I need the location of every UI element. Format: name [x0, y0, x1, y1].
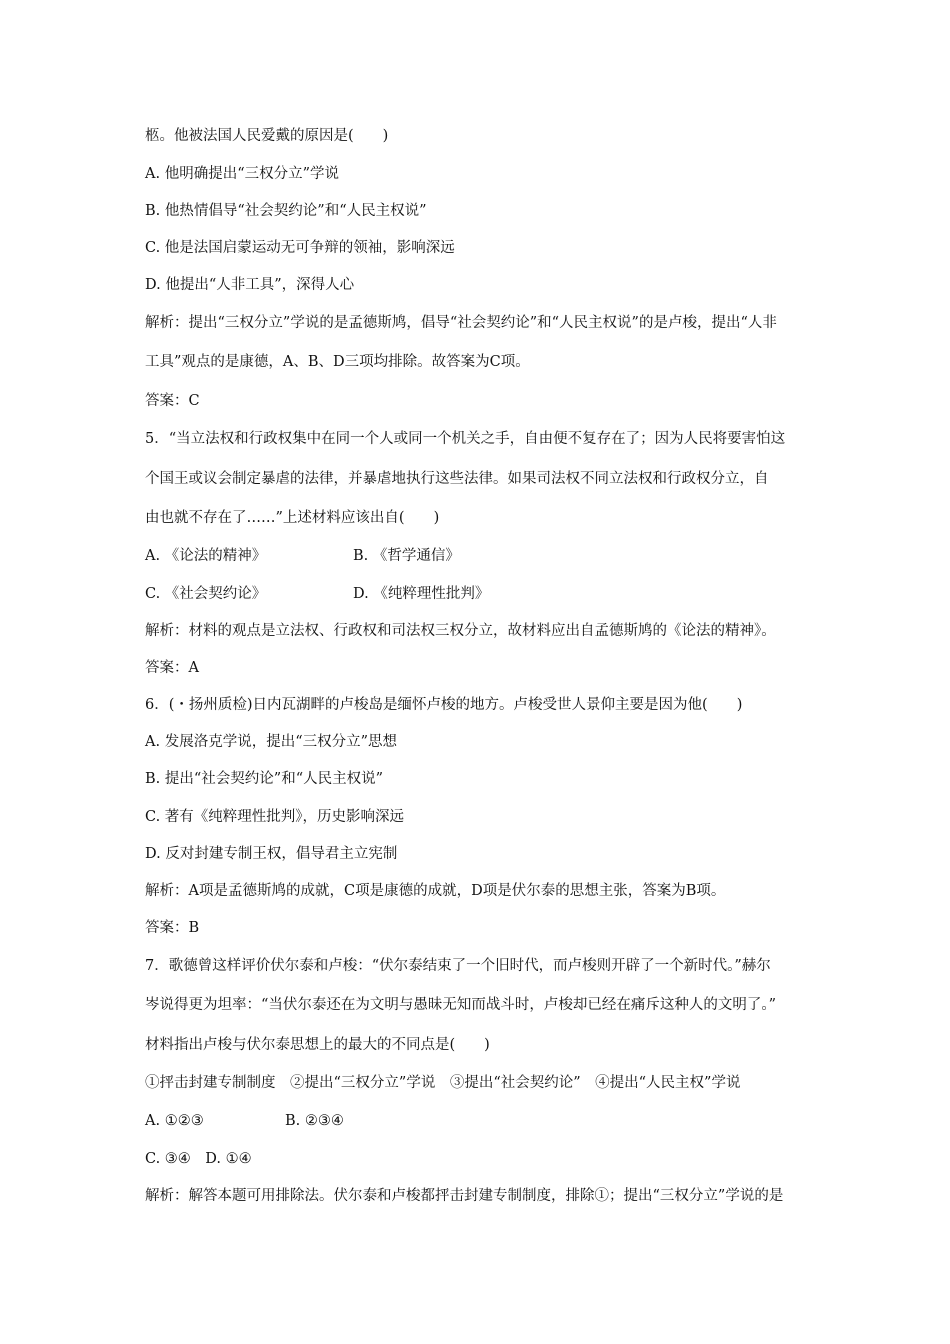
- q5-answer: 答案：A: [145, 660, 199, 676]
- q5-stem-line-3: 由也就不存在了……”上述材料应该出自( ): [145, 510, 440, 526]
- q5-stem-line-1: 5．“当立法权和行政权集中在同一个人或同一个机关之手，自由便不复存在了；因为人民将要害怕这: [145, 431, 786, 447]
- q4-analysis-line-2: 工具”观点的是康德，A、B、D三项均排除。故答案为C项。: [145, 354, 530, 370]
- q4-option-c: C. 他是法国启蒙运动无可争辩的领袖，影响深远: [145, 240, 455, 256]
- q4-option-b: B. 他热情倡导“社会契约论”和“人民主权说”: [145, 203, 427, 219]
- q6-analysis: 解析：A项是孟德斯鸠的成就，C项是康德的成就，D项是伏尔泰的思想主张，答案为B项。: [145, 883, 726, 899]
- q7-option-a: A. ①②③: [145, 1113, 204, 1129]
- q6-answer: 答案：B: [145, 920, 200, 936]
- q5-stem-line-2: 个国王或议会制定暴虐的法律，并暴虐地执行这些法律。如果司法权不同立法权和行政权分立，自: [145, 471, 769, 487]
- q4-stem-end: 柩。他被法国人民爱戴的原因是( ): [145, 128, 389, 144]
- q5-options-row-1: [145, 546, 460, 566]
- q6-option-b: B. 提出“社会契约论”和“人民主权说”: [145, 771, 384, 787]
- q7-option-b: B. ②③④: [285, 1113, 344, 1129]
- q4-option-d: D. 他提出“人非工具”，深得人心: [145, 277, 355, 293]
- q5-analysis: 解析：材料的观点是立法权、行政权和司法权三权分立，故材料应出自孟德斯鸠的《论法的精神》。: [145, 623, 776, 639]
- q7-options-row-2: C. ③④ D. ①④: [145, 1151, 252, 1167]
- q5-option-b: B. 《哲学通信》: [353, 548, 460, 564]
- q5-option-a: A. 《论法的精神》: [145, 548, 267, 564]
- q7-stem-line-2: 岑说得更为坦率：“当伏尔泰还在为文明与愚昧无知而战斗时，卢梭却已经在痛斥这种人的文明了。”: [145, 997, 777, 1013]
- q4-answer: 答案：C: [145, 393, 200, 409]
- q6-stem: 6．(・扬州质检)日内瓦湖畔的卢梭岛是缅怀卢梭的地方。卢梭受世人景仰主要是因为他( ): [145, 697, 743, 713]
- q6-option-d: D. 反对封建专制王权，倡导君主立宪制: [145, 846, 398, 862]
- q6-option-c: C. 著有《纯粹理性批判》，历史影响深远: [145, 809, 405, 825]
- q4-analysis-line-1: 解析：提出“三权分立”学说的是孟德斯鸠，倡导“社会契约论”和“人民主权说”的是卢梭，提出“人非: [145, 315, 777, 331]
- q5-option-d: D. 《纯粹理性批判》: [353, 586, 490, 602]
- q7-stem-line-3: 材料指出卢梭与伏尔泰思想上的最大的不同点是( ): [145, 1037, 490, 1053]
- q5-option-c: C. 《社会契约论》: [145, 586, 267, 602]
- q7-stem-line-1: 7．歌德曾这样评价伏尔泰和卢梭：“伏尔泰结束了一个旧时代，而卢梭则开辟了一个新时代。”赫尔: [145, 958, 771, 974]
- q7-options-row-1: [145, 1111, 344, 1131]
- q7-items: ①抨击封建专制制度 ②提出“三权分立”学说 ③提出“社会契约论” ④提出“人民主权”学说: [145, 1075, 741, 1091]
- q7-analysis: 解析：解答本题可用排除法。伏尔泰和卢梭都抨击封建专制制度，排除①；提出“三权分立”学说的是: [145, 1188, 784, 1204]
- q5-options-row-2: [145, 584, 490, 604]
- q4-option-a: A. 他明确提出“三权分立”学说: [145, 166, 340, 182]
- q6-option-a: A. 发展洛克学说，提出“三权分立”思想: [145, 734, 398, 750]
